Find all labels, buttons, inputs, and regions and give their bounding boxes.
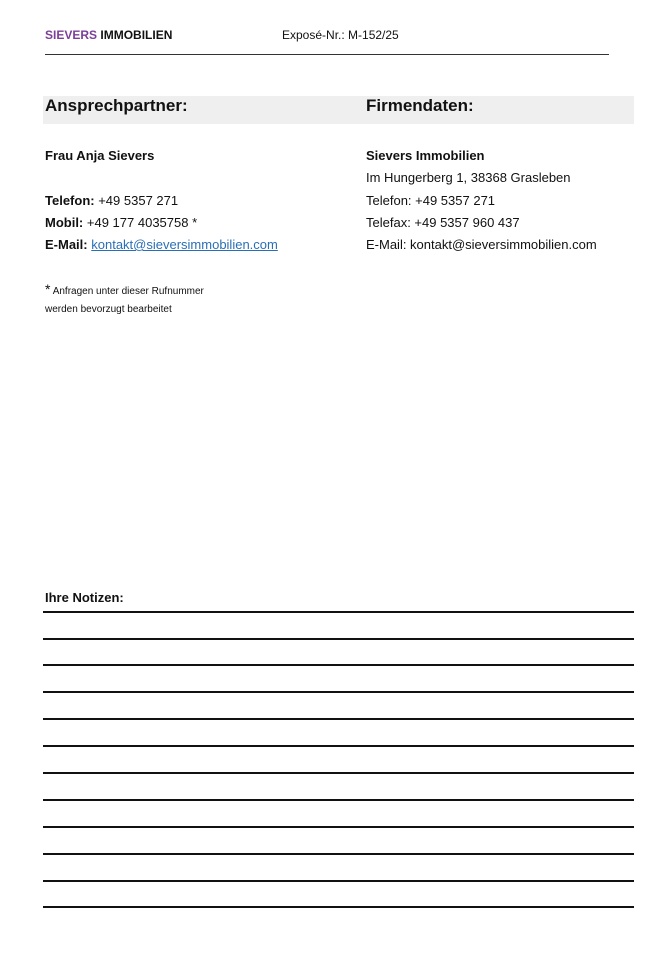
note-line bbox=[43, 853, 634, 855]
brand-name-sievers: SIEVERS bbox=[45, 28, 98, 42]
note-line bbox=[43, 718, 634, 720]
note-line bbox=[43, 611, 634, 613]
company-fax: Telefax: +49 5357 960 437 bbox=[366, 215, 520, 230]
brand-name-immobilien: IMMOBILIEN bbox=[100, 28, 173, 42]
note-line bbox=[43, 906, 634, 908]
note-line bbox=[43, 745, 634, 747]
notes-title: Ihre Notizen: bbox=[45, 590, 124, 605]
contact-note-2 bbox=[45, 304, 172, 316]
contact-phone-value: +49 5357 271 bbox=[98, 193, 179, 208]
contact-phone bbox=[45, 193, 178, 209]
note-line bbox=[43, 772, 634, 774]
company-address: Im Hungerberg 1, 38368 Grasleben bbox=[366, 170, 571, 185]
note-line-2: werden bevorzugt bearbeitet bbox=[45, 304, 172, 315]
contact-mobile-value: +49 177 4035758 * bbox=[86, 215, 198, 230]
contact-section-title: Ansprechpartner: bbox=[45, 96, 188, 115]
note-line bbox=[43, 799, 634, 801]
contact-email bbox=[45, 237, 278, 253]
note-line bbox=[43, 826, 634, 828]
note-line bbox=[43, 638, 634, 640]
contact-email-label: E-Mail: bbox=[45, 237, 88, 252]
contact-mobile bbox=[45, 215, 197, 231]
header-divider bbox=[45, 54, 609, 55]
expose-number: Exposé-Nr.: M-152/25 bbox=[282, 28, 399, 42]
page-header bbox=[45, 28, 609, 42]
note-line-1: Anfragen unter dieser Rufnummer bbox=[52, 286, 204, 297]
contact-name: Frau Anja Sievers bbox=[45, 148, 155, 163]
contact-note bbox=[45, 283, 204, 298]
contact-mobile-label: Mobil: bbox=[45, 215, 84, 230]
company-phone: Telefon: +49 5357 271 bbox=[366, 193, 496, 208]
company-email: E-Mail: kontakt@sieversimmobilien.com bbox=[366, 237, 597, 252]
note-asterisk: * bbox=[45, 281, 51, 297]
company-brand bbox=[45, 28, 172, 42]
company-section-title: Firmendaten: bbox=[366, 96, 474, 115]
company-name: Sievers Immobilien bbox=[366, 148, 485, 163]
note-line bbox=[43, 880, 634, 882]
note-line bbox=[43, 664, 634, 666]
note-line bbox=[43, 691, 634, 693]
contact-email-link[interactable]: kontakt@sieversimmobilien.com bbox=[91, 237, 278, 252]
contact-phone-label: Telefon: bbox=[45, 193, 95, 208]
